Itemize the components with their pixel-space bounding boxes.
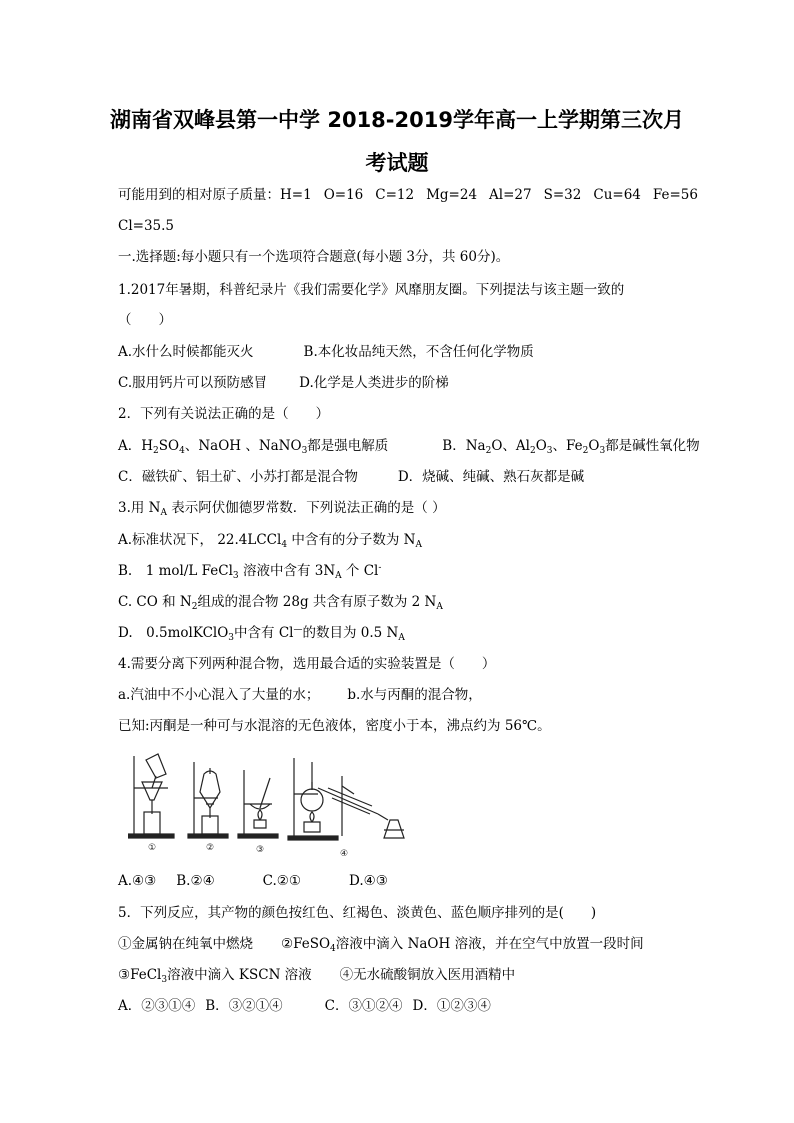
q2-option-c: C．磁铁矿、铝土矿、小苏打都是混合物 [118, 469, 358, 485]
apparatus-2-separatory-funnel [188, 762, 228, 838]
q4-option-b: B.②④ [176, 873, 215, 889]
q2-options-cd [118, 468, 584, 486]
apparatus-figure [128, 748, 410, 860]
q1-options-ab [118, 343, 534, 361]
title-line-2: 考试题 [365, 151, 429, 175]
apparatus-1-filtration [128, 754, 174, 838]
q3-option-c: C. CO 和 $N_2$组成的混合物 28g 共含有原子数为 2 $N_A$ [118, 594, 443, 612]
q2-options-ab [118, 437, 700, 455]
mass-mg: Mg=24 [426, 187, 478, 203]
q5-stem: 5．下列反应，其产物的颜色按红色、红褐色、淡黄色、蓝色顺序排列的是( ) [118, 905, 597, 921]
q5-option-d: D．①②③④ [412, 998, 491, 1014]
q5-items-12 [118, 935, 644, 953]
q4-mixtures [118, 686, 482, 704]
mass-h: H=1 [280, 187, 312, 203]
mass-s: S=32 [543, 187, 582, 203]
q1-paren: （ ） [118, 312, 172, 328]
q1-option-c: C.服用钙片可以预防感冒 [118, 375, 268, 391]
q4-stem: 4.需要分离下列两种混合物，选用最合适的实验装置是（ ） [118, 656, 496, 672]
apparatus-3-evaporation [238, 770, 278, 838]
apparatus-4-distillation [288, 758, 404, 840]
atomic-mass-label: 可能用到的相对原子质量： [118, 187, 280, 203]
atomic-mass-line [118, 186, 698, 204]
apparatus-label-2: ② [206, 843, 215, 853]
q3-option-d: D. 0.5molKClO$_3$中含有 Cl—的数目为 0.5 $N_A$ [118, 625, 405, 643]
q3-option-a: A.标准状况下， 22.4LCCl$_4$ 中含有的分子数为 $N_A$ [118, 532, 422, 550]
apparatus-label-4: ④ [340, 849, 349, 859]
q5-options [118, 997, 491, 1015]
title-line-1: 湖南省双峰县第一中学 2018-2019学年高一上学期第三次月 [110, 108, 684, 132]
q2-option-b: B．$Na_2O$、$Al_2O_3$、$Fe_2O_3$都是碱性氧化物 [442, 438, 700, 456]
q5-item-4: ④无水硫酸铜放入医用酒精中 [339, 967, 516, 983]
q4-mix-a: a.汽油中不小心混入了大量的水； [118, 687, 320, 703]
mass-cl: Cl=35.5 [118, 218, 175, 234]
mass-c: C=12 [375, 187, 415, 203]
q5-option-b: B．③②①④ [205, 998, 283, 1014]
q3-option-b: B. 1 mol/L FeCl$_3$ 溶液中含有 $3N_A$ 个 Cl- [118, 563, 382, 581]
q1-option-d: D.化学是人类进步的阶梯 [299, 375, 449, 391]
q1-option-b: B.本化妆品纯天然，不含任何化学物质 [303, 344, 534, 360]
section-heading: 一.选择题:每小题只有一个选项符合题意(每小题 3分，共 60分)。 [118, 249, 510, 265]
q4-option-c: C.②① [262, 873, 302, 889]
q2-option-d: D．烧碱、纯碱、熟石灰都是碱 [397, 469, 585, 485]
q4-mix-b: b.水与丙酮的混合物， [347, 687, 482, 703]
q2-stem: 2．下列有关说法正确的是（ ） [118, 406, 330, 422]
q4-option-d: D.④③ [349, 873, 388, 889]
q1-stem: 1.2017年暑期，科普纪录片《我们需要化学》风靡朋友圈。下列提法与该主题一致的 [118, 282, 625, 298]
mass-o: O=16 [323, 187, 364, 203]
q4-options [118, 872, 388, 890]
mass-cu: Cu=64 [593, 187, 641, 203]
q4-option-a: A.④③ [118, 873, 157, 889]
q5-item-2: ②FeSO$_4$溶液中滴入 NaOH 溶液，并在空气中放置一段时间 [281, 936, 644, 954]
q5-item-1: ①金属钠在纯氧中燃烧 [118, 936, 253, 952]
q3-stem: 3.用 $N_A$ 表示阿伏伽德罗常数．下列说法正确的是（ ） [118, 500, 446, 518]
q5-option-a: A．②③①④ [118, 998, 196, 1014]
mass-fe: Fe=56 [652, 187, 698, 203]
q5-option-c: C．③①②④ [324, 998, 403, 1014]
q2-option-a: A．$H_2SO_4$、NaOH 、NaNO$_3$都是强电解质 [118, 438, 389, 456]
mass-al: Al=27 [489, 187, 532, 203]
q4-known: 已知:丙酮是一种可与水混溶的无色液体，密度小于本，沸点约为 56℃。 [118, 718, 551, 734]
q1-option-a: A.水什么时候都能灭火 [118, 344, 254, 360]
q5-items-34 [118, 966, 515, 984]
q1-options-cd [118, 374, 449, 392]
q5-item-3: ③FeCl$_3$溶液中滴入 KSCN 溶液 [118, 967, 312, 985]
apparatus-label-3: ③ [256, 845, 265, 855]
apparatus-label-1: ① [148, 843, 157, 853]
